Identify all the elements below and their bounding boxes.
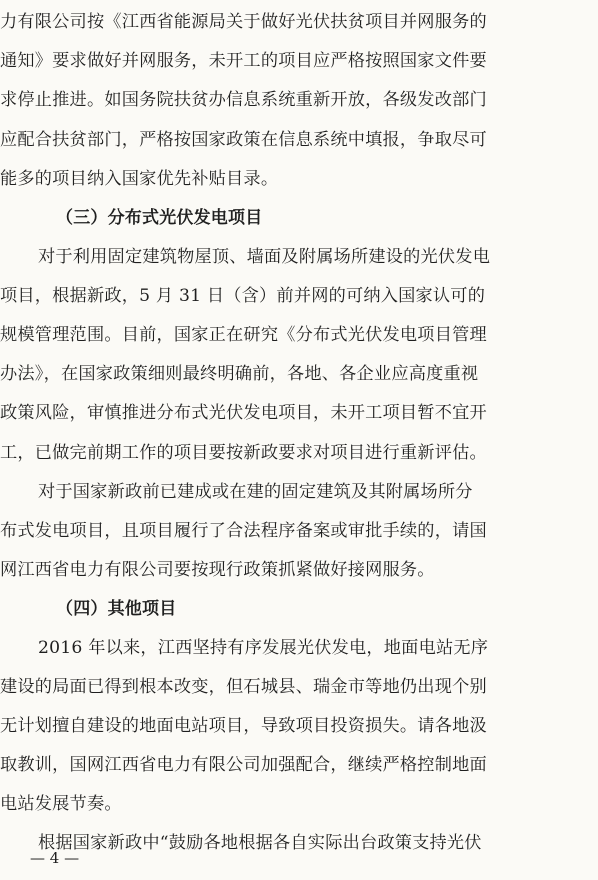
- text-line: 政策风险，审慎推进分布式光伏发电项目，未开工项目暂不宜开: [0, 403, 487, 423]
- text-line: 通知》要求做好并网服务，未开工的项目应严格按照国家文件要: [0, 51, 487, 71]
- section-heading: （四）其他项目: [56, 599, 177, 619]
- text-line: 建设的局面已得到根本改变，但石城县、瑞金市等地仍出现个别: [0, 677, 487, 697]
- text-line: 应配合扶贫部门，严格按国家政策在信息系统中填报，争取尽可: [0, 130, 487, 150]
- text-line: 网江西省电力有限公司要按现行政策抓紧做好接网服务。: [0, 560, 435, 580]
- text-line: 规模管理范围。目前，国家正在研究《分布式光伏发电项目管理: [0, 325, 487, 345]
- text-line: 对于国家新政前已建成或在建的固定建筑及其附属场所分: [38, 482, 473, 502]
- text-line: 无计划擅自建设的地面电站项目，导致项目投资损失。请各地汲: [0, 716, 487, 736]
- text-line: 电站发展节奏。: [0, 794, 122, 814]
- text-line: 根据国家新政中“鼓励各地根据各自实际出台政策支持光伏: [38, 833, 482, 853]
- text-line: 项目，根据新政，5 月 31 日（含）前并网的可纳入国家认可的: [0, 286, 486, 306]
- text-line: 对于利用固定建筑物屋顶、墙面及附属场所建设的光伏发电: [38, 247, 491, 267]
- text-line: 力有限公司按《江西省能源局关于做好光伏扶贫项目并网服务的: [0, 12, 487, 32]
- text-line: 工，已做完前期工作的项目要按新政要求对项目进行重新评估。: [0, 443, 487, 463]
- text-line: 取教训，国网江西省电力有限公司加强配合，继续严格控制地面: [0, 755, 487, 775]
- section-heading: （三）分布式光伏发电项目: [56, 208, 263, 228]
- text-line: 能多的项目纳入国家优先补贴目录。: [0, 169, 279, 189]
- text-line: 办法》，在国家政策细则最终明确前，各地、各企业应高度重视: [0, 364, 479, 384]
- text-line: 布式发电项目，且项目履行了合法程序备案或审批手续的，请国: [0, 521, 487, 541]
- text-line: 2016 年以来，江西坚持有序发展光伏发电，地面电站无序: [38, 638, 489, 658]
- text-line: 求停止推进。如国务院扶贫办信息系统重新开放，各级发改部门: [0, 90, 487, 110]
- page-number: — 4 —: [30, 849, 80, 867]
